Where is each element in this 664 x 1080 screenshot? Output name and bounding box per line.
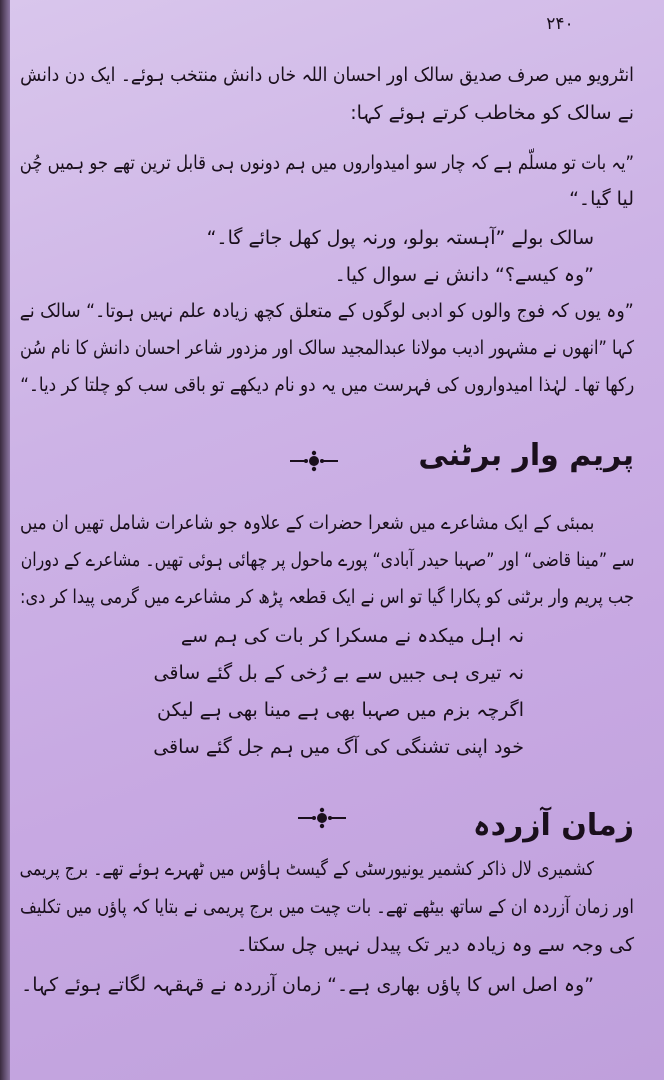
paragraph-line: ”وہ اصل اس کا پاؤں بھاری ہے۔“ زمان آزردہ نے قہقہہ لگاتے ہوئے کہا۔ <box>21 974 594 996</box>
page-binding-edge <box>0 0 10 1080</box>
paragraph-line: سے ”مینا قاضی“ اور ”صہبا حیدر آبادی“ پورے ماحول پر چھائی ہوئی تھیں۔ مشاعرے کے دوران <box>20 549 634 571</box>
paragraph-line: ”وہ کیسے؟“ دانش نے سوال کیا۔ <box>334 264 594 286</box>
page-number: ۲۴۰ <box>546 14 574 34</box>
paragraph-line: جب پریم وار برٹنی کو پکارا گیا تو اس نے ایک قطعہ پڑھ کر مشاعرے میں گرمی پیدا کر دی: <box>19 586 634 608</box>
paragraph-line: ”یہ بات تو مسلّم ہے کہ چار سو امیدواروں میں ہم دونوں ہی قابل ترین تھے جو ہمیں چُن <box>19 152 634 174</box>
paragraph-line: انٹرویو میں صرف صدیق سالک اور احسان اللہ خاں دانش منتخب ہوئے۔ ایک دن دانش <box>20 64 634 86</box>
section-heading: زمان آزردہ <box>473 808 634 843</box>
paragraph-line: کی وجہ سے وہ زیادہ دیر تک پیدل نہیں چل سکتا۔ <box>236 934 634 956</box>
paragraph-line: کشمیری لال ذاکر کشمیر یونیورسٹی کے گیسٹ ہاؤس میں ٹھہرے ہوئے تھے۔ برج پریمی <box>19 858 594 880</box>
paragraph-line: رکھا تھا۔ لہٰذا امیدواروں کی فہرست میں یہ دو نام دیکھے تو باقی سب کو چلتا کر دیا۔“ <box>20 374 634 396</box>
verse-line: اگرچہ بزم میں صہبا بھی ہے مینا بھی ہے لیکن <box>157 699 524 721</box>
ornament-icon <box>296 807 348 829</box>
paragraph-line: ”وہ یوں کہ فوج والوں کو ادبی لوگوں کے متعلق کچھ زیادہ علم نہیں ہوتا۔“ سالک نے <box>20 300 634 322</box>
verse-line: نہ تیری ہی جبیں سے بے رُخی کے بل گئے ساقی <box>153 662 524 684</box>
paragraph-line: سالک بولے ”آہستہ بولو، ورنہ پول کھل جائے گا۔“ <box>206 227 594 249</box>
paragraph-line: نے سالک کو مخاطب کرتے ہوئے کہا: <box>350 102 634 124</box>
paragraph-line: کہا ”انھوں نے مشہور ادیب مولانا عبدالمجید سالک اور مزدور شاعر احسان دانش کا نام سُن <box>20 337 634 359</box>
paragraph-line: بمبئی کے ایک مشاعرے میں شعرا حضرات کے علاوہ جو شاعرات شامل تھیں ان میں <box>19 512 594 534</box>
verse-line: خود اپنی تشنگی کی آگ میں ہم جل گئے ساقی <box>153 736 524 758</box>
verse-line: نہ اہل میکدہ نے مسکرا کر بات کی ہم سے <box>180 625 524 647</box>
ornament-icon <box>288 450 340 472</box>
paragraph-line: اور زمان آزردہ ان کے ساتھ بیٹھے تھے۔ بات چیت میں برج پریمی نے بتایا کہ پاؤں میں تکلیف <box>19 896 634 918</box>
paragraph-line: لیا گیا۔“ <box>569 188 634 210</box>
section-heading: پریم وار برٹنی <box>418 438 634 473</box>
